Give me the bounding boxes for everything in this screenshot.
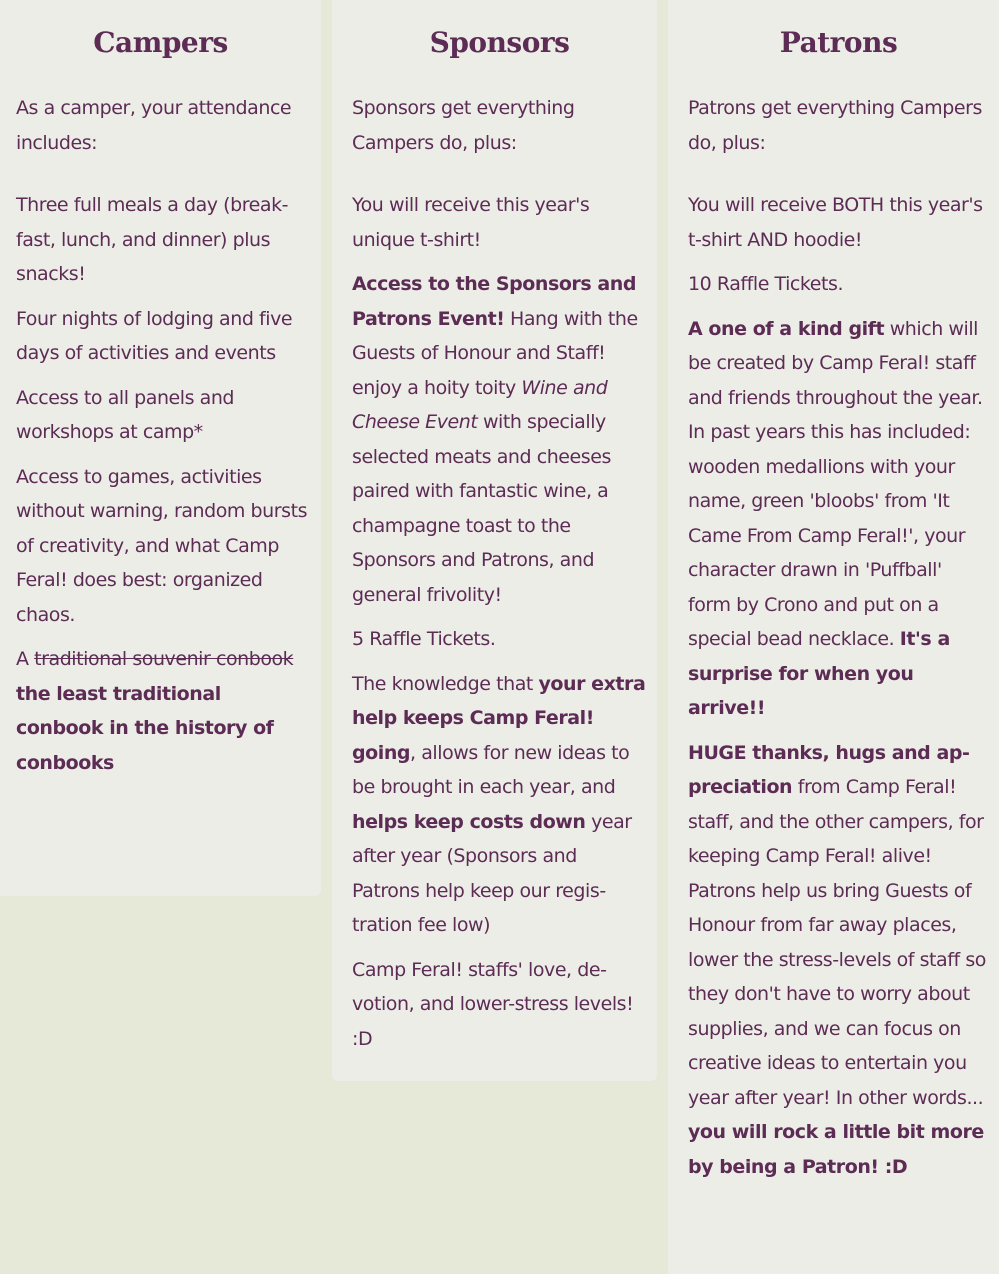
benefit-text: , allows for new ideas to be brought in each year, and [352, 741, 630, 798]
benefit-item [352, 188, 647, 257]
benefit-text: A one of a kind gift [688, 317, 885, 340]
benefit-text: A [16, 648, 35, 670]
benefit-text: from Camp Feral! staff, and the other campers, for keeping Camp Feral! alive! Patrons help us bring Guests of Honour from far away places, lower the stress-levels of staff so they don't have to worry about supplies, and we can focus on creative ideas to entertain you year after year! In other words... [688, 776, 986, 1109]
benefit-item [352, 667, 647, 943]
benefit-text: Access to all panels and workshops at camp* [16, 386, 235, 443]
benefit-text: 5 Raffle Tickets. [352, 628, 496, 650]
benefit-text: you will rock a little bit more by being a Patron! :D [688, 1121, 984, 1178]
sponsors-column [332, 0, 657, 1081]
benefit-item [16, 302, 311, 371]
benefit-item [688, 188, 989, 257]
benefit-text: which will be created by Camp Feral! staff and friends throughout the year. In past years this has included: wooden medallions with your name, green 'bloobs' from 'It Came From Camp Feral!', your character drawn in 'Puffball' form by Crono and put on a special bead necklace. [688, 317, 983, 650]
benefit-item [16, 642, 311, 780]
benefit-text: Wine and Cheese Event [352, 376, 608, 433]
benefit-text: the least traditional conbook in the history of conbooks [16, 682, 274, 774]
benefit-text: Hang with the Guests of Honour and Staff! enjoy a hoity toity [352, 307, 638, 399]
benefit-item [688, 736, 989, 1185]
column-title: Campers [93, 26, 228, 59]
benefit-text: Access to games, activities without warning, random bursts of creativity, and what Camp Feral! does best: organized chaos. [16, 465, 308, 626]
campers-column [0, 0, 321, 896]
column-title: Sponsors [429, 26, 570, 59]
benefit-text: Four nights of lodging and five days of activities and events [16, 307, 293, 364]
benefit-item [16, 460, 311, 633]
benefit-item [352, 953, 647, 1057]
benefit-text: You will receive BOTH this year's t-shirt AND hoodie! [688, 194, 983, 251]
benefit-item [688, 312, 989, 726]
benefit-item [352, 622, 647, 657]
benefit-list [352, 188, 647, 1056]
benefit-text: your extra help keeps Camp Feral! going [352, 672, 646, 764]
benefit-item [16, 188, 311, 292]
benefit-text: year after year (Sponsors and Patrons help keep our registration fee low) [352, 810, 632, 936]
benefit-list [16, 188, 311, 780]
benefit-text: Three full meals a day (breakfast, lunch, and dinner) plus snacks! [16, 194, 289, 285]
column-intro: Sponsors get everything Campers do, plus: [352, 97, 575, 154]
benefit-text: traditional souvenir conbook [34, 648, 294, 670]
benefit-text: Access to the Sponsors and Patrons Event! [352, 273, 636, 330]
column-title: Patrons [779, 26, 898, 59]
column-intro: Patrons get everything Campers do, plus: [688, 97, 982, 154]
column-intro: As a camper, your attendance includes: [16, 97, 292, 154]
benefit-list [688, 188, 989, 1184]
benefit-text: The knowledge that [352, 672, 539, 695]
patrons-column [668, 0, 999, 1274]
benefit-item [688, 267, 989, 302]
benefit-item [16, 381, 311, 450]
benefit-text: helps keep costs down [352, 810, 586, 833]
benefit-text: with specially selected meats and cheeses paired with fantastic wine, a champagne toast to the Sponsors and Patrons, and general frivolity! [352, 411, 611, 606]
benefit-text: It's a surprise for when you arrive!! [688, 628, 950, 719]
benefit-text: HUGE thanks, hugs and appreciation [688, 741, 970, 798]
benefit-text: Camp Feral! staffs' love, devotion, and lower-stress levels! :D [352, 958, 634, 1050]
benefit-text: 10 Raffle Tickets. [688, 273, 844, 295]
benefit-item [352, 267, 647, 612]
benefit-text: You will receive this year's unique t-shirt! [352, 194, 590, 251]
